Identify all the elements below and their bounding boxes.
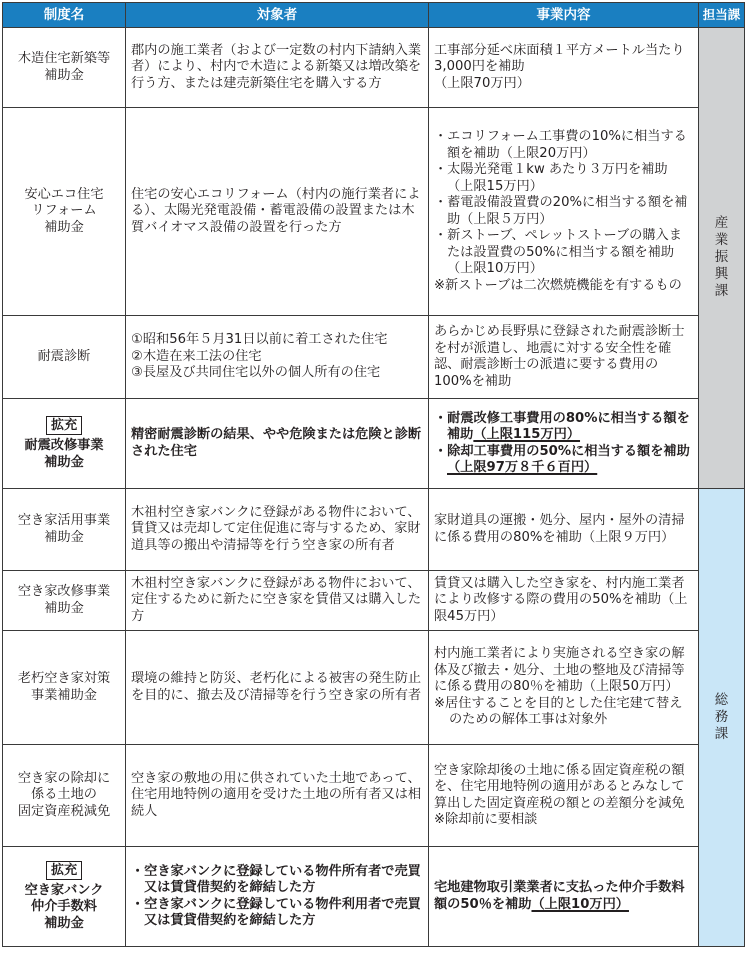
program-target: 空き家の敷地の用に供されていた土地であって、住宅用地特例の適用を受けた土地の所有者又は相続人 [126, 745, 429, 847]
expanded-badge: 拡充 [46, 861, 82, 880]
program-content: ・耐震改修工事費用の80%に相当する額を補助（上限115万円） ・除却工事費用の50%に相当する額を補助（上限97万８千６百円） [429, 399, 699, 489]
table-row [3, 847, 745, 947]
program-name: 拡充 空き家バンク 仲介手数料 補助金 [3, 847, 126, 947]
expanded-badge: 拡充 [46, 416, 82, 435]
table-row [3, 316, 745, 399]
table-row [3, 571, 745, 631]
program-target: 郡内の施工業者（および一定数の村内下請納入業者）により、村内で木造による新築又は増改築を行う方、または建売新築住宅を購入する方 [126, 28, 429, 108]
table-row [3, 631, 745, 745]
program-name: 老朽空き家対策 事業補助金 [3, 631, 126, 745]
table-row [3, 489, 745, 571]
header-target: 対象者 [126, 3, 429, 28]
header-dept: 担当課 [699, 3, 745, 28]
header-row [3, 3, 745, 28]
table-row [3, 28, 745, 108]
program-name: 拡充 耐震改修事業 補助金 [3, 399, 126, 489]
subsidy-table [2, 2, 745, 947]
table-row [3, 399, 745, 489]
program-target: ①昭和56年５月31日以前に着工された住宅 ②木造在来工法の住宅 ③長屋及び共同住宅以外の個人所有の住宅 [126, 316, 429, 399]
table-row [3, 108, 745, 316]
program-target: ・空き家バンクに登録している物件所有者で売買又は賃貸借契約を締結した方 ・空き家バンクに登録している物件利用者で売買又は賃貸借契約を締結した方 [126, 847, 429, 947]
program-name: 安心エコ住宅 リフォーム 補助金 [3, 108, 126, 316]
program-target: 住宅の安心エコリフォーム（村内の施行業者による）、太陽光発電設備・蓄電設備の設置または木質バイオマス設備の設置を行った方 [126, 108, 429, 316]
program-name: 空き家活用事業 補助金 [3, 489, 126, 571]
dept-somu: 総務課 [714, 691, 729, 742]
dept-sangyo: 産業振興課 [714, 215, 729, 300]
program-content: ・エコリフォーム工事費の10%に相当する額を補助（上限20万円） ・太陽光発電１kw あたり３万円を補助（上限15万円） ・蓄電設備設置費の20%に相当する額を補助（上限５万円） ・新ストーブ、ペレットストーブの購入または設置費の50%に相当する額を補助（上限10万円） ※新ストーブは二次燃焼機能を有するもの [429, 108, 699, 316]
program-content: あらかじめ長野県に登録された耐震診断士を村が派遣し、地震に対する安全性を確認、耐震診断士の派遣に要する費用の100%を補助 [429, 316, 699, 399]
program-name: 空き家改修事業 補助金 [3, 571, 126, 631]
program-content: 工事部分延べ床面積１平方メートル当たり3,000円を補助 （上限70万円） [429, 28, 699, 108]
program-name: 木造住宅新築等 補助金 [3, 28, 126, 108]
program-target: 木祖村空き家バンクに登録がある物件において、定住するために新たに空き家を賃借又は購入した方 [126, 571, 429, 631]
program-content: 家財道具の運搬・処分、屋内・屋外の清掃に係る費用の80%を補助（上限９万円） [429, 489, 699, 571]
header-name: 制度名 [3, 3, 126, 28]
program-content: 賃貸又は購入した空き家を、村内施工業者により改修する際の費用の50%を補助（上限45万円） [429, 571, 699, 631]
table-row [3, 745, 745, 847]
program-target: 木祖村空き家バンクに登録がある物件において、賃貸又は売却して定住促進に寄与するため、家財道具等の搬出や清掃等を行う空き家の所有者 [126, 489, 429, 571]
program-content: 空き家除却後の土地に係る固定資産税の額を、住宅用地特例の適用があるとみなして算出した固定資産税の額との差額分を減免 ※除却前に要相談 [429, 745, 699, 847]
program-content: 宅地建物取引業業者に支払った仲介手数料額の50％を補助（上限10万円） [429, 847, 699, 947]
header-content: 事業内容 [429, 3, 699, 28]
program-content: 村内施工業者により実施される空き家の解体及び撤去・処分、土地の整地及び清掃等に係る費用の80％を補助（上限50万円） ※居住することを目的とした住宅建て替えのための解体工事は対象外 [429, 631, 699, 745]
program-target: 精密耐震診断の結果、やや危険または危険と診断された住宅 [126, 399, 429, 489]
dept-cell-sangyo [699, 28, 745, 489]
dept-cell-somu [699, 489, 745, 947]
program-name: 耐震診断 [3, 316, 126, 399]
program-name: 空き家の除却に 係る土地の 固定資産税減免 [3, 745, 126, 847]
program-target: 環境の維持と防災、老朽化による被害の発生防止を目的に、撤去及び清掃等を行う空き家の所有者 [126, 631, 429, 745]
